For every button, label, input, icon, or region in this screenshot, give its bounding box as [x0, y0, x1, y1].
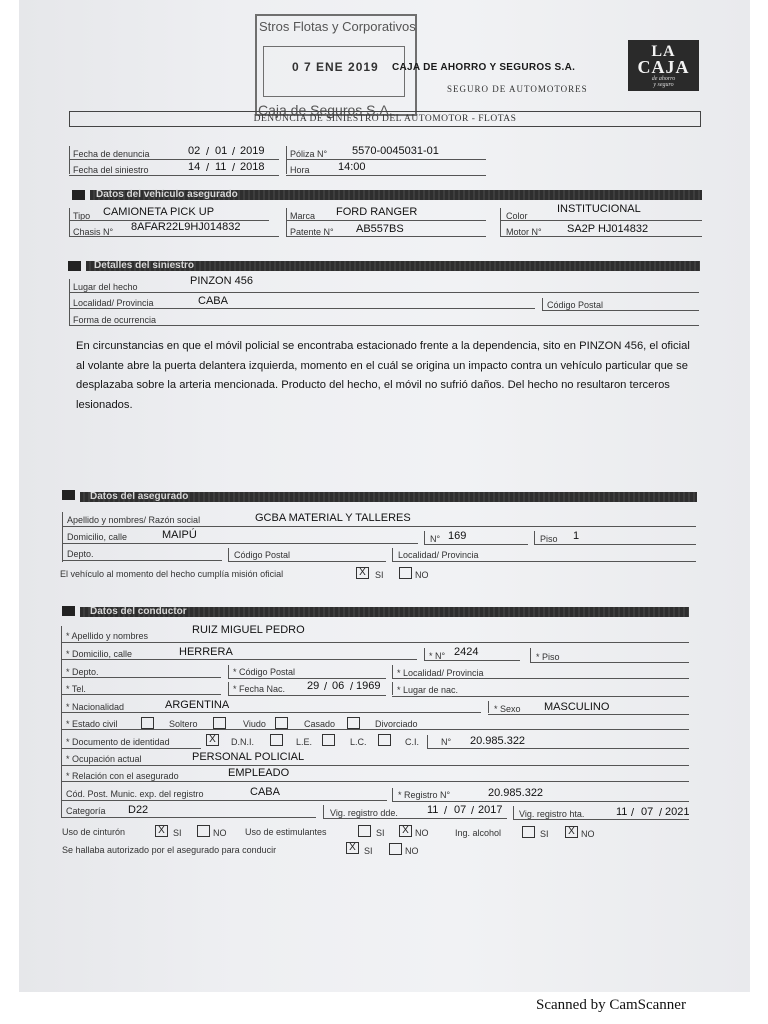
logo-line2: CAJA — [637, 57, 690, 77]
cond-fechanac-label: * Fecha Nac. — [233, 684, 286, 694]
fecha-denuncia-day: 02 — [188, 145, 201, 157]
date-separator: / — [324, 681, 328, 693]
field-line — [542, 310, 699, 311]
aseg-apellido-value: GCBA MATERIAL Y TALLERES — [255, 512, 411, 524]
vig-dde-year: 2017 — [478, 804, 503, 816]
date-separator: / — [206, 162, 210, 174]
field-line — [61, 642, 689, 643]
field-line — [69, 292, 699, 293]
patente-label: Patente N° — [290, 227, 334, 237]
estadocivil-casado-checkbox[interactable] — [347, 717, 360, 729]
alcohol-no-label: NO — [581, 829, 595, 839]
alcohol-si-label: SI — [540, 829, 549, 839]
field-line — [61, 748, 201, 749]
fecha-denuncia-month: 01 — [215, 145, 228, 157]
aseg-numero-label: N° — [430, 534, 441, 544]
divider — [427, 735, 428, 748]
divider — [228, 548, 229, 561]
aseg-domicilio-value: MAIPÚ — [162, 529, 197, 541]
field-line — [61, 781, 689, 782]
divider — [488, 701, 489, 713]
estadocivil-soltero-label: Soltero — [169, 719, 198, 729]
date-separator: / — [659, 807, 663, 819]
cond-sexo-value: MASCULINO — [544, 701, 610, 713]
cond-ocupacion-label: * Ocupación actual — [66, 754, 142, 764]
logo-tag2: y seguro — [653, 82, 674, 88]
cond-ocupacion-value: PERSONAL POLICIAL — [192, 751, 305, 763]
cond-fechanac-year: 1969 — [356, 680, 381, 692]
field-line — [61, 800, 387, 801]
divider — [513, 806, 514, 819]
field-line — [61, 729, 689, 730]
lugar-label: Lugar del hecho — [73, 282, 138, 292]
divider — [69, 208, 70, 236]
cond-domicilio-label: * Domicilio, calle — [66, 649, 133, 659]
estadocivil-divorciado-label: Divorciado — [375, 719, 418, 729]
estimulantes-si-checkbox[interactable] — [358, 825, 371, 837]
alcohol-no-checkbox[interactable]: X — [565, 826, 578, 838]
fecha-siniestro-day: 14 — [188, 161, 201, 173]
chasis-value: 8AFAR22L9HJ014832 — [131, 221, 241, 233]
cond-documento-label: * Documento de identidad — [66, 737, 170, 747]
date-separator: / — [232, 162, 236, 174]
forma-label: Forma de ocurrencia — [73, 315, 157, 325]
alcohol-si-checkbox[interactable] — [522, 826, 535, 838]
section-bullet — [62, 490, 75, 500]
estimulantes-label: Uso de estimulantes — [245, 827, 327, 837]
documento-ci-label: C.I. — [405, 737, 420, 747]
field-line — [69, 325, 699, 326]
mision-no-label: NO — [415, 570, 429, 580]
divider — [542, 298, 543, 310]
mision-si-label: SI — [375, 570, 384, 580]
field-line — [61, 765, 689, 766]
documento-dni-label: D.N.I. — [231, 737, 255, 747]
localidad-label: Localidad/ Provincia — [73, 298, 154, 308]
cond-domicilio-value: HERRERA — [179, 646, 233, 658]
section-title-vehiculo: Datos del vehículo asegurado — [96, 189, 238, 200]
documento-lc-checkbox[interactable] — [322, 734, 335, 746]
cond-relacion-label: * Relación con el asegurado — [66, 771, 179, 781]
scanned-by-footer: Scanned by CamScanner — [536, 997, 686, 1013]
stamp-line2: Caja de Seguros S.A. — [258, 102, 393, 118]
divider — [534, 531, 535, 544]
fecha-siniestro-month: 11 — [215, 161, 227, 173]
vig-hta-year: 2021 — [665, 806, 690, 818]
mision-no-checkbox[interactable] — [399, 567, 412, 579]
field-line — [513, 819, 689, 820]
fecha-denuncia-label: Fecha de denuncia — [73, 149, 150, 159]
field-line — [424, 660, 520, 661]
cinturon-label: Uso de cinturón — [62, 827, 126, 837]
cond-codpost-label: Cód. Post. Munic. exp. del registro — [66, 789, 204, 799]
fecha-denuncia-year: 2019 — [240, 145, 265, 157]
field-line — [61, 677, 221, 678]
estadocivil-viudo-label: Viudo — [243, 719, 266, 729]
divider — [392, 682, 393, 695]
incident-narrative: En circunstancias en que el móvil policial se encontraba estacionado frente a la dependencia, sito en PINZON 456, el oficial al volante abre la puerta delantera izquierda, momento en el cuál se origina un impacto contra un vehículo particular que se desplazaba sobre la arteria mencionada. Producto del hecho, el móvil no sufrió daños. Del hecho no resultaron terceros lesionados. — [76, 340, 690, 411]
field-line — [69, 236, 279, 237]
marca-label: Marca — [290, 211, 316, 221]
autorizado-si-label: SI — [364, 846, 373, 856]
date-separator: / — [631, 807, 635, 819]
date-separator: / — [350, 681, 354, 693]
cond-categoria-value: D22 — [128, 804, 149, 816]
aseg-cp-label: Código Postal — [234, 550, 291, 560]
poliza-label: Póliza N° — [290, 149, 328, 159]
marca-value: FORD RANGER — [336, 206, 418, 218]
aseg-localidad-label: Localidad/ Provincia — [398, 550, 479, 560]
vig-dde-label: Vig. registro dde. — [330, 808, 398, 818]
field-line — [392, 696, 689, 697]
divider — [228, 682, 229, 695]
cond-sexo-label: * Sexo — [494, 704, 521, 714]
field-line — [286, 220, 486, 221]
cond-nacionalidad-value: ARGENTINA — [165, 699, 230, 711]
tipo-label: Tipo — [73, 211, 91, 221]
patente-value: AB557BS — [356, 223, 404, 235]
color-value: INSTITUCIONAL — [557, 203, 641, 215]
stamp-line1: Stros Flotas y Corporativos — [259, 19, 416, 34]
field-line — [286, 236, 486, 237]
divider — [69, 279, 70, 325]
estadocivil-casado-label: Casado — [304, 719, 336, 729]
cinturon-si-checkbox[interactable]: X — [155, 825, 168, 837]
field-line — [323, 818, 507, 819]
cond-registro-label: * Registro N° — [398, 790, 451, 800]
estadocivil-viudo-checkbox[interactable] — [275, 717, 288, 729]
autorizado-label: Se hallaba autorizado por el asegurado para conducir — [62, 845, 277, 855]
documento-le-label: L.E. — [296, 737, 313, 747]
cond-fechanac-day: 29 — [307, 680, 320, 692]
divider — [424, 531, 425, 544]
section-title-siniestro: Detalles del siniestro — [94, 260, 195, 271]
date-separator: / — [232, 146, 236, 158]
field-line — [286, 175, 486, 176]
documento-lc-label: L.C. — [350, 737, 367, 747]
company-subtitle: SEGURO DE AUTOMOTORES — [447, 84, 588, 94]
section-title-conductor: Datos del conductor — [90, 606, 187, 617]
divider — [61, 626, 62, 818]
estimulantes-no-checkbox[interactable]: X — [399, 825, 412, 837]
field-line — [61, 712, 481, 713]
cond-lugarnac-label: * Lugar de nac. — [397, 685, 459, 695]
divider — [424, 648, 425, 660]
vig-dde-month: 07 — [454, 804, 467, 816]
field-line — [392, 801, 689, 802]
cond-localidad-label: * Localidad/ Provincia — [397, 668, 484, 678]
logo-tag1: de ahorro — [651, 76, 676, 82]
cond-tel-label: * Tel. — [66, 684, 86, 694]
autorizado-no-checkbox[interactable] — [389, 843, 402, 855]
fecha-siniestro-label: Fecha del siniestro — [73, 165, 149, 175]
autorizado-no-label: NO — [405, 846, 419, 856]
cond-categoria-label: Categoría — [66, 806, 106, 816]
motor-value: SA2P HJ014832 — [567, 223, 649, 235]
logo-tagline — [628, 76, 699, 88]
field-line — [61, 817, 316, 818]
divider — [69, 146, 70, 174]
cond-apellido-label: * Apellido y nombres — [66, 631, 149, 641]
cond-estadocivil-label: * Estado civil — [66, 719, 118, 729]
estimulantes-no-label: NO — [415, 828, 429, 838]
field-line — [61, 694, 221, 695]
stamp-date: 0 7 ENE 2019 — [292, 60, 379, 74]
vig-hta-label: Vig. registro hta. — [519, 809, 585, 819]
field-line — [69, 159, 279, 160]
fecha-siniestro-year: 2018 — [240, 161, 265, 173]
field-line — [530, 662, 689, 663]
motor-label: Motor N° — [506, 227, 542, 237]
poliza-value: 5570-0045031-01 — [352, 145, 439, 157]
tipo-value: CAMIONETA PICK UP — [103, 206, 215, 218]
field-line — [500, 236, 702, 237]
divider — [392, 548, 393, 561]
alcohol-label: Ing. alcohol — [455, 828, 502, 838]
cond-numero-label: * N° — [429, 651, 446, 661]
field-line — [62, 560, 222, 561]
section-bullet — [62, 606, 75, 616]
cond-relacion-value: EMPLEADO — [228, 767, 290, 779]
field-line — [62, 526, 696, 527]
mision-oficial-label: El vehículo al momento del hecho cumplía misión oficial — [60, 569, 284, 579]
cp-label: Código Postal — [547, 300, 604, 310]
localidad-value: CABA — [198, 295, 228, 307]
field-line — [228, 561, 386, 562]
mision-si-checkbox[interactable]: X — [356, 567, 369, 579]
documento-dni-checkbox[interactable]: X — [206, 734, 219, 746]
divider — [392, 788, 393, 801]
field-line — [62, 543, 418, 544]
field-line — [500, 220, 702, 221]
aseg-depto-label: Depto. — [67, 549, 94, 559]
cinturon-no-checkbox[interactable] — [197, 825, 210, 837]
field-line — [286, 159, 486, 160]
field-line — [424, 544, 528, 545]
vig-hta-day: 11 — [616, 806, 628, 818]
estimulantes-si-label: SI — [376, 828, 385, 838]
vig-dde-day: 11 — [427, 804, 439, 816]
field-line — [392, 561, 696, 562]
section-bullet — [68, 261, 81, 271]
documento-le-checkbox[interactable] — [270, 734, 283, 746]
cond-cp-label: * Código Postal — [233, 667, 296, 677]
cond-nacionalidad-label: * Nacionalidad — [66, 702, 125, 712]
hora-value: 14:00 — [338, 161, 366, 173]
aseg-domicilio-label: Domicilio, calle — [67, 532, 128, 542]
field-line — [69, 175, 279, 176]
la-caja-logo — [628, 40, 699, 91]
cinturon-no-label: NO — [213, 828, 227, 838]
cinturon-si-label: SI — [173, 828, 182, 838]
cond-registro-value: 20.985.322 — [488, 787, 544, 799]
documento-n-value: 20.985.322 — [470, 735, 526, 747]
divider — [228, 665, 229, 678]
field-line — [392, 678, 689, 679]
color-label: Color — [506, 211, 528, 221]
field-line — [69, 308, 535, 309]
aseg-numero-value: 169 — [448, 530, 467, 542]
divider — [286, 208, 287, 236]
field-line — [427, 748, 689, 749]
cond-depto-label: * Depto. — [66, 667, 99, 677]
divider — [392, 665, 393, 678]
date-separator: / — [444, 805, 448, 817]
vig-hta-month: 07 — [641, 806, 654, 818]
divider — [323, 805, 324, 818]
chasis-label: Chasis N° — [73, 227, 114, 237]
aseg-apellido-label: Apellido y nombres/ Razón social — [67, 515, 201, 525]
hora-label: Hora — [290, 165, 310, 175]
divider — [530, 648, 531, 662]
aseg-piso-label: Piso — [540, 534, 558, 544]
field-line — [228, 695, 386, 696]
field-line — [228, 678, 386, 679]
aseg-piso-value: 1 — [573, 530, 580, 542]
cond-piso-label: * Piso — [536, 652, 560, 662]
estadocivil-box-1[interactable] — [141, 717, 154, 729]
autorizado-si-checkbox[interactable]: X — [346, 842, 359, 854]
divider — [500, 208, 501, 236]
lugar-value: PINZON 456 — [190, 275, 253, 287]
divider — [286, 146, 287, 174]
form-title: DENUNCIA DE SINIESTRO DEL AUTOMOTOR - FLOTAS — [69, 111, 701, 127]
estadocivil-soltero-checkbox[interactable] — [213, 717, 226, 729]
section-bullet — [72, 190, 85, 200]
company-name: CAJA DE AHORRO Y SEGUROS S.A. — [392, 62, 576, 73]
field-line — [534, 544, 696, 545]
documento-ci-checkbox[interactable] — [378, 734, 391, 746]
documento-n-label: N° — [441, 737, 452, 747]
cond-numero-value: 2424 — [454, 646, 479, 658]
divider — [62, 512, 63, 562]
field-line — [488, 714, 689, 715]
field-line — [61, 659, 417, 660]
cond-apellido-value: RUIZ MIGUEL PEDRO — [192, 624, 305, 636]
cond-codpost-value: CABA — [250, 786, 280, 798]
date-separator: / — [471, 805, 475, 817]
logo-line1: LA — [651, 43, 676, 60]
section-title-asegurado: Datos del asegurado — [90, 491, 189, 502]
date-separator: / — [206, 146, 210, 158]
cond-fechanac-month: 06 — [332, 680, 345, 692]
